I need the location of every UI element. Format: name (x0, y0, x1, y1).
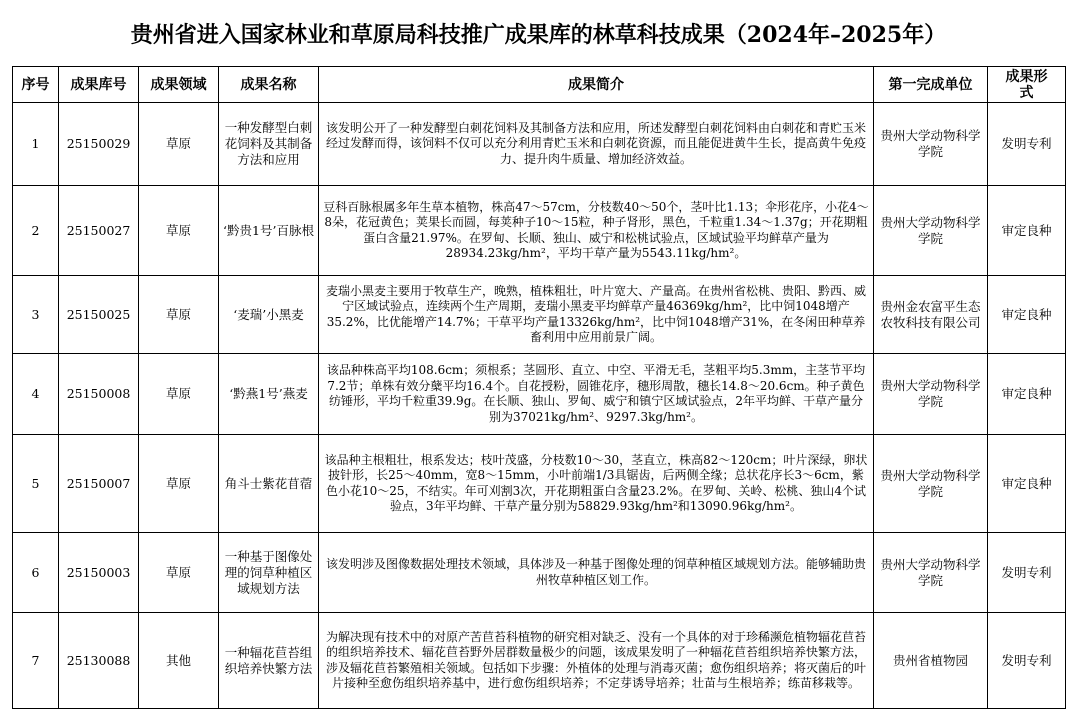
cell-field: 草原 (139, 533, 219, 613)
cell-field: 草原 (139, 276, 219, 354)
cell-name: ‘黔燕1号’燕麦 (219, 354, 319, 435)
table-header-row (13, 67, 1066, 103)
cell-seq: 2 (13, 186, 59, 276)
table-row (13, 533, 1066, 613)
cell-seq: 4 (13, 354, 59, 435)
table-row (13, 186, 1066, 276)
cell-field: 草原 (139, 103, 219, 186)
cell-unit: 贵州省植物园 (874, 613, 988, 709)
cell-unit: 贵州金农富平生态农牧科技有限公司 (874, 276, 988, 354)
cell-intro: 豆科百脉根属多年生草本植物，株高47～57cm，分枝数40～50个，茎叶比1.13；伞形花序，小花4～8朵，花冠黄色；荚果长而圆，每荚种子10～15粒，种子肾形，黑色，千粒重1.34～1.37g；开花期粗蛋白含量21.97%。在罗甸、长顺、独山、威宁和松桃试验点，区域试验平均鲜草产量为28934.23kg/hm²，平均干草产量为5543.11kg/hm²。 (319, 186, 874, 276)
header-form: 成果形式 (988, 67, 1066, 103)
table-row (13, 613, 1066, 709)
cell-form: 审定良种 (988, 186, 1066, 276)
cell-code: 25150008 (59, 354, 139, 435)
cell-intro: 该品种株高平均108.6cm；须根系；茎圆形、直立、中空、平滑无毛，茎粗平均5.3mm，主茎节平均7.2节；单株有效分蘖平均16.4个。自花授粉，圆锥花序，穗形周散，穗长14.8～20.6cm。种子黄色纺锤形，平均千粒重39.9g。在长顺、独山、罗甸、威宁和镇宁区域试验点，2年平均鲜、干草产量分别为37021kg/hm²、9297.3kg/hm²。 (319, 354, 874, 435)
header-name: 成果名称 (219, 67, 319, 103)
table-row (13, 354, 1066, 435)
cell-form: 发明专利 (988, 533, 1066, 613)
cell-code: 25150003 (59, 533, 139, 613)
cell-unit: 贵州大学动物科学学院 (874, 354, 988, 435)
cell-unit: 贵州大学动物科学学院 (874, 103, 988, 186)
cell-field: 草原 (139, 354, 219, 435)
cell-unit: 贵州大学动物科学学院 (874, 435, 988, 533)
cell-field: 其他 (139, 613, 219, 709)
cell-code: 25150029 (59, 103, 139, 186)
cell-name: 一种基于图像处理的饲草种植区域规划方法 (219, 533, 319, 613)
cell-form: 发明专利 (988, 613, 1066, 709)
table-row (13, 435, 1066, 533)
cell-code: 25150025 (59, 276, 139, 354)
results-table (12, 66, 1066, 709)
header-unit: 第一完成单位 (874, 67, 988, 103)
cell-form: 审定良种 (988, 354, 1066, 435)
cell-name: 一种发酵型白刺花饲料及其制备方法和应用 (219, 103, 319, 186)
cell-seq: 5 (13, 435, 59, 533)
cell-field: 草原 (139, 186, 219, 276)
cell-intro: 该发明涉及图像数据处理技术领域，具体涉及一种基于图像处理的饲草种植区域规划方法。能够辅助贵州牧草种植区划工作。 (319, 533, 874, 613)
cell-unit: 贵州大学动物科学学院 (874, 186, 988, 276)
cell-intro: 麦瑞小黑麦主要用于牧草生产，晚熟，植株粗壮，叶片宽大、产量高。在贵州省松桃、贵阳、黔西、威宁区域试验点，连续两个生产周期，麦瑞小黑麦平均鲜草产量46369kg/hm²，比中饲1048增产35.2%，比优能增产14.7%；干草平均产量13326kg/hm²，比中饲1048增产31%，在冬闲田种草养畜利用中应用前景广阔。 (319, 276, 874, 354)
cell-intro: 为解决现有技术中的对原产苦苣苔科植物的研究相对缺乏、没有一个具体的对于珍稀濒危植物辐花苣苔的组织培养技术、辐花苣苔野外居群数量极少的问题，该成果发明了一种辐花苣苔组织培养快繁方法，涉及辐花苣苔繁殖相关领域。包括如下步骤：外植体的处理与消毒灭菌；愈伤组织培养；将灭菌后的叶片接种至愈伤组织培养基中，进行愈伤组织培养；不定芽诱导培养；壮苗与生根培养；练苗移栽等。 (319, 613, 874, 709)
cell-name: ‘麦瑞’小黑麦 (219, 276, 319, 354)
header-seq: 序号 (13, 67, 59, 103)
cell-form: 审定良种 (988, 276, 1066, 354)
cell-code: 25130088 (59, 613, 139, 709)
cell-seq: 7 (13, 613, 59, 709)
cell-name: 一种辐花苣苔组织培养快繁方法 (219, 613, 319, 709)
document-title: 贵州省进入国家林业和草原局科技推广成果库的林草科技成果（2024年–2025年） (130, 22, 947, 48)
cell-form: 发明专利 (988, 103, 1066, 186)
table-row (13, 103, 1066, 186)
header-field: 成果领域 (139, 67, 219, 103)
header-code: 成果库号 (59, 67, 139, 103)
cell-unit: 贵州大学动物科学学院 (874, 533, 988, 613)
cell-code: 25150007 (59, 435, 139, 533)
cell-name: 角斗士紫花苜蓿 (219, 435, 319, 533)
cell-name: ‘黔贵1号’百脉根 (219, 186, 319, 276)
header-intro: 成果简介 (319, 67, 874, 103)
cell-form: 审定良种 (988, 435, 1066, 533)
cell-seq: 1 (13, 103, 59, 186)
cell-intro: 该发明公开了一种发酵型白刺花饲料及其制备方法和应用，所述发酵型白刺花饲料由白刺花和青贮玉米经过发酵而得，该饲料不仅可以充分利用青贮玉米和白刺花资源，而且能促进黄牛生长，提高黄牛免疫力、提升肉牛质量、增加经济效益。 (319, 103, 874, 186)
cell-code: 25150027 (59, 186, 139, 276)
cell-seq: 3 (13, 276, 59, 354)
cell-intro: 该品种主根粗壮，根系发达；枝叶茂盛，分枝数10～30，茎直立，株高82～120cm；叶片深绿，卵状披针形，长25～40mm，宽8～15mm，小叶前端1/3具锯齿，后两侧全缘；总状花序长3～6cm，紫色小花10～25，不结实。年可刈割3次，开花期粗蛋白含量23.2%。在罗甸、关岭、松桃、独山4个试验点，3年平均鲜、干草产量分别为58829.93kg/hm²和13090.96kg/hm²。 (319, 435, 874, 533)
cell-field: 草原 (139, 435, 219, 533)
cell-seq: 6 (13, 533, 59, 613)
table-row (13, 276, 1066, 354)
